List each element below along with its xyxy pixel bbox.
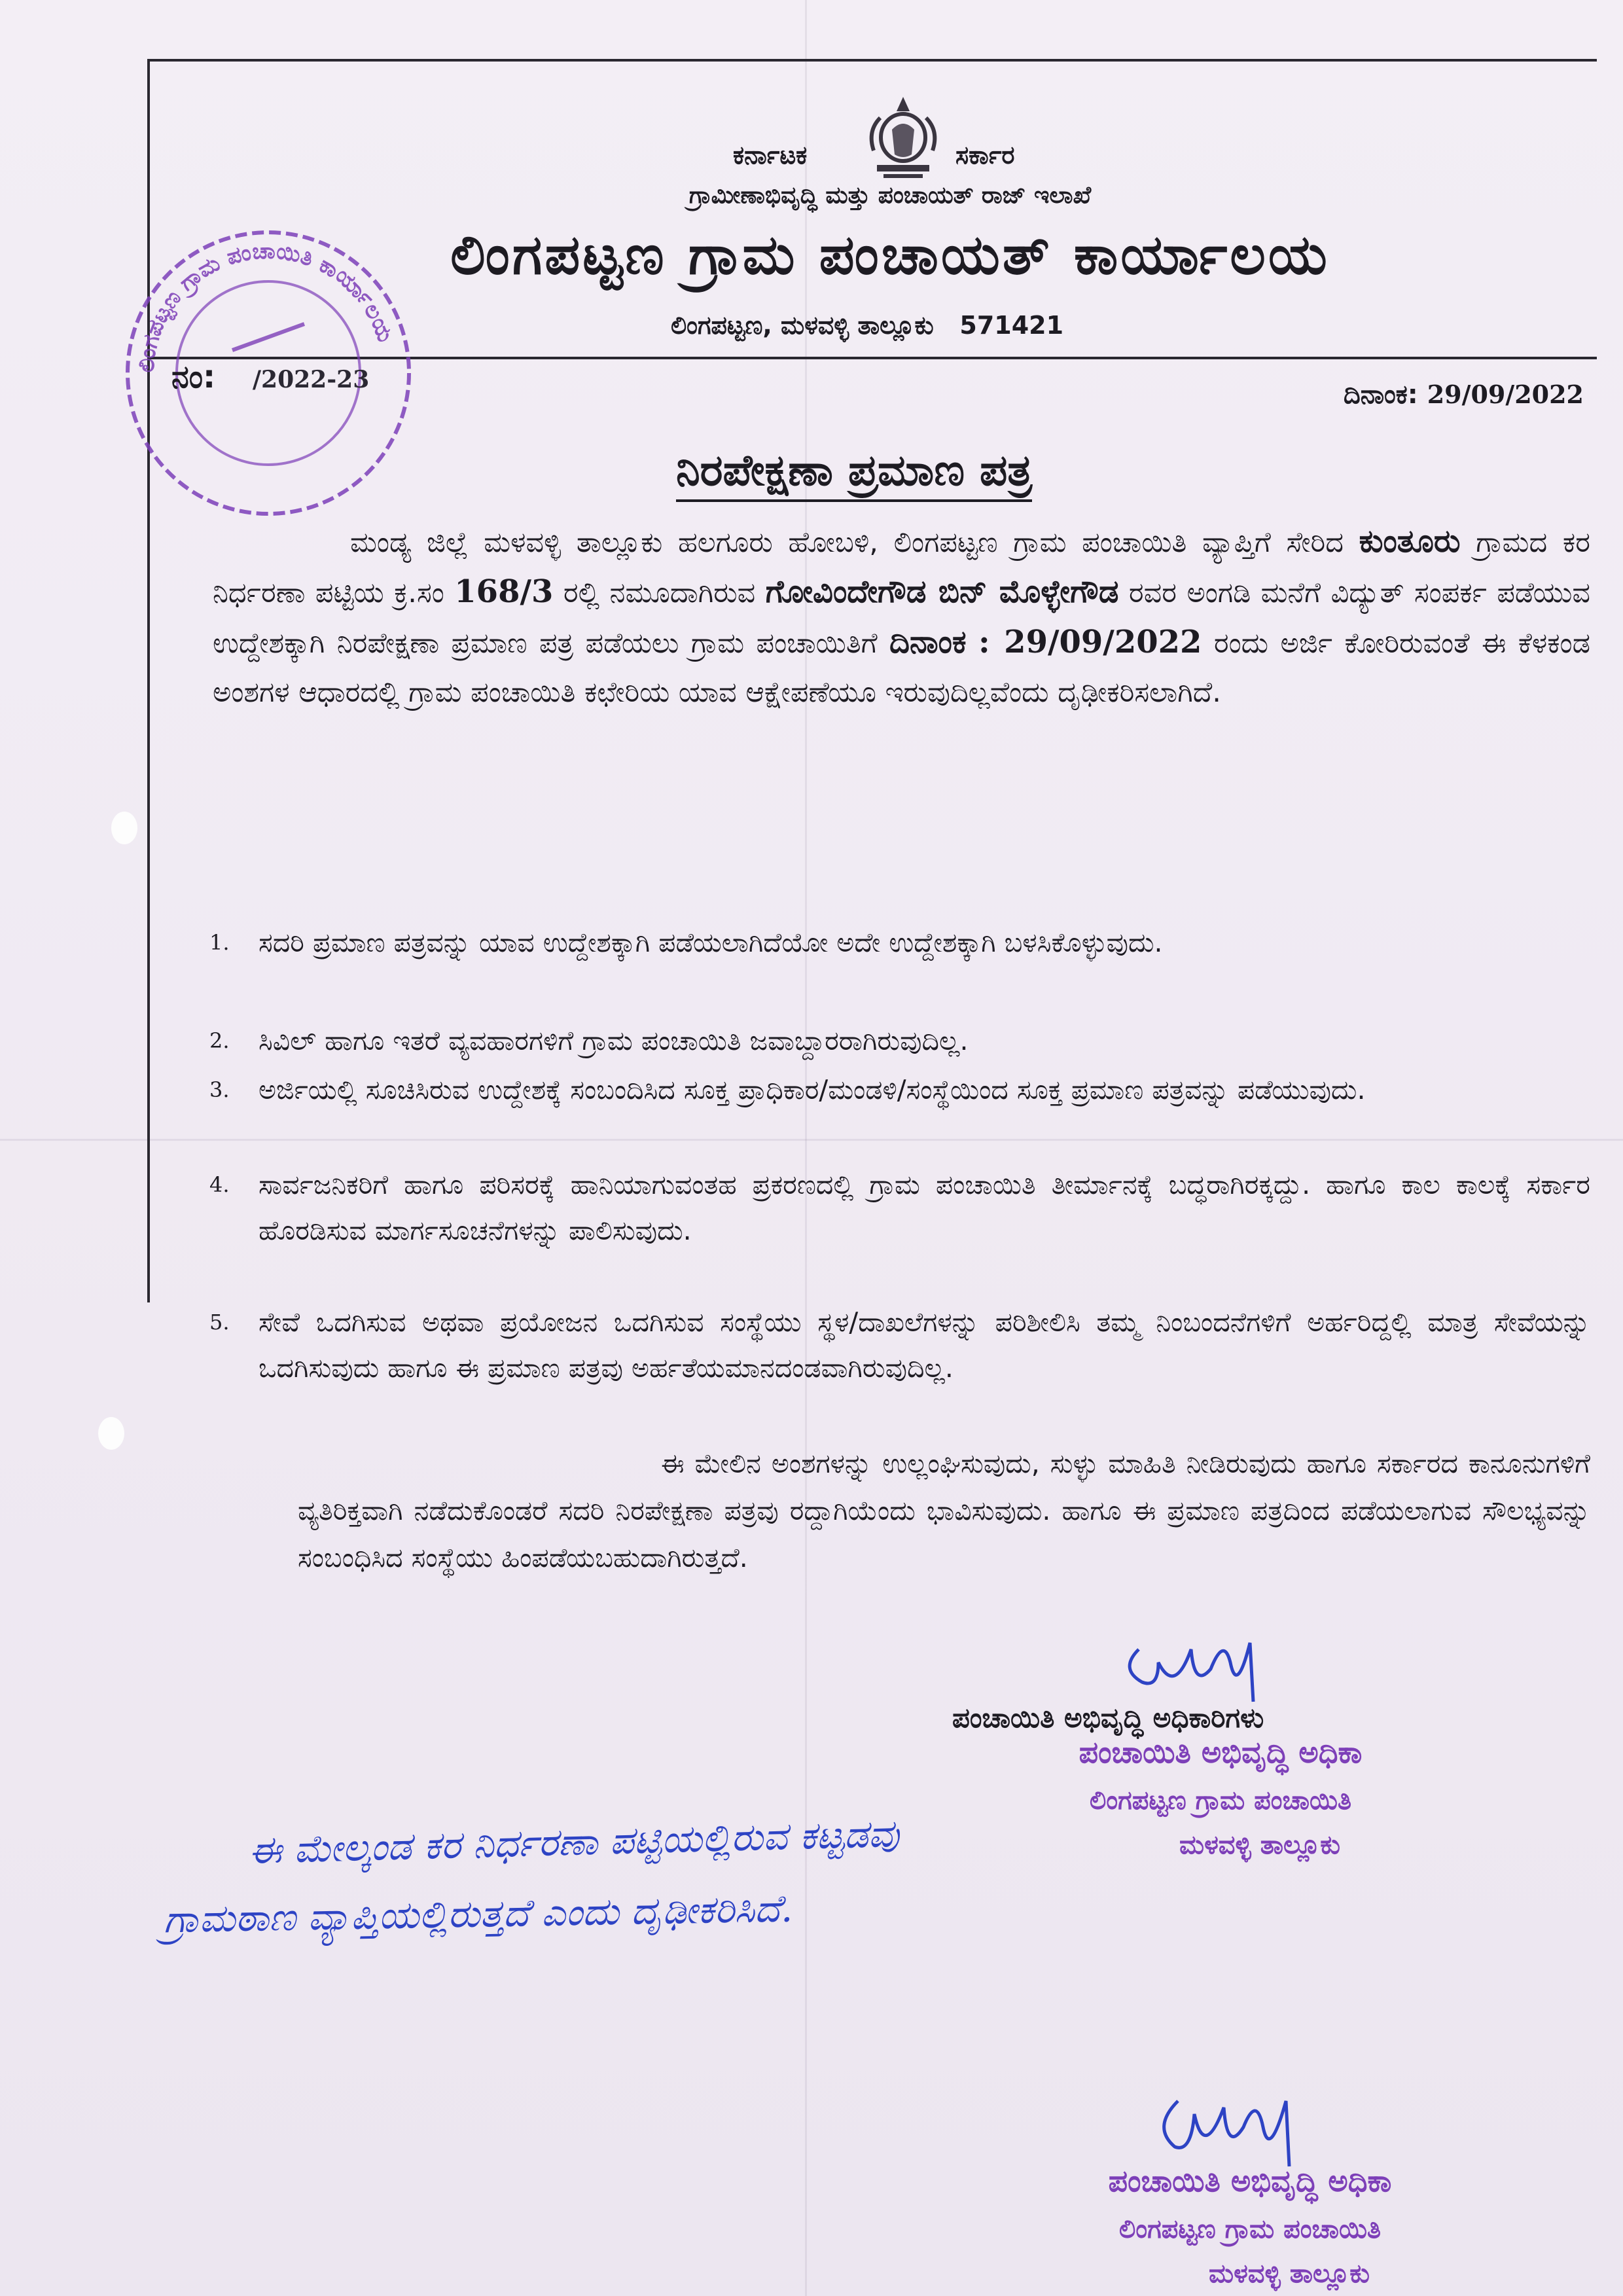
stamp-line: ಪಂಚಾಯಿತಿ ಅಭಿವೃದ್ಧಿ ಅಧಿಕಾ <box>1079 1734 1363 1770</box>
punch-hole <box>111 812 137 844</box>
village-name: ಕುಂತೂರು <box>1359 523 1461 560</box>
closing-paragraph: ಈ ಮೇಲಿನ ಅಂಶಗಳನ್ನು ಉಲ್ಲಂಘಿಸುವುದು, ಸುಳ್ಳು ಮಾಹಿತಿ ನೀಡಿರುವುದು ಹಾಗೂ ಸರ್ಕಾರದ ಕಾನೂನುಗಳಿಗೆ ವ್ಯತಿರಿಕ್ತವಾಗಿ ನಡೆದುಕೊಂಡರೆ ಸದರಿ ನಿರಪೇಕ್ಷಣಾ ಪತ್ರವು ರದ್ದಾಗಿಯೆಂದು ಭಾವಿಸುವುದು. ಹಾಗೂ ಈ ಪ್ರಮಾಣ ಪತ್ರದಿಂದ ಪಡೆಯಲಾಗುವ ಸೌಲಭ್ಯವನ್ನು ಸಂಬಂಧಿಸಿದ ಸಂಸ್ಥೆಯು ಹಿಂಪಡೆಯಬಹುದಾಗಿರುತ್ತದೆ. <box>298 1448 1590 1573</box>
government-label: ಕರ್ನಾಟಕ <box>733 141 808 170</box>
office-name: ಲಿಂಗಪಟ್ಟಣ ಗ್ರಾಮ ಪಂಚಾಯತ್ ಕಾರ್ಯಾಲಯ <box>450 223 1330 287</box>
government-label-right: ಸರ್ಕಾರ <box>955 141 1015 170</box>
condition-number: 2. <box>209 1028 230 1053</box>
applicant-name: ಗೋವಿಂದೇಗೌಡ ಬಿನ್ ಮೊಳ್ಳೇಗೌಡ <box>765 573 1119 610</box>
document-title <box>0 445 1623 497</box>
fold-crease <box>0 1139 1623 1141</box>
body-text: ರಲ್ಲಿ ನಮೂದಾಗಿರುವ <box>563 577 756 609</box>
seal-text: ಲಿಂಗಪಟ್ಟಣ ಗ್ರಾಮ ಪಂಚಾಯಿತಿ ಕಾರ್ಯಾಲಯ <box>133 238 399 374</box>
handwritten-note: ಈ ಮೇಲ್ಕಂಡ ಕರ ನಿರ್ಧರಣಾ ಪಟ್ಟಿಯಲ್ಲಿರುವ ಕಟ್ಟಡವು <box>248 1811 900 1873</box>
condition-number: 3. <box>209 1077 230 1102</box>
issue-date <box>1344 380 1584 410</box>
condition-item <box>209 1162 1590 1253</box>
condition-text: ಸಿವಿಲ್ ಹಾಗೂ ಇತರೆ ವ್ಯವಹಾರಗಳಿಗೆ ಗ್ರಾಮ ಪಂಚಾಯಿತಿ ಜವಾಬ್ದಾರರಾಗಿರುವುದಿಲ್ಲ. <box>259 1025 969 1056</box>
condition-text: ಸದರಿ ಪ್ರಮಾಣ ಪತ್ರವನ್ನು ಯಾವ ಉದ್ದೇಶಕ್ಕಾಗಿ ಪಡೆಯಲಾಗಿದೆಯೋ ಅದೇ ಉದ್ದೇಶಕ್ಕಾಗಿ ಬಳಸಿಕೊಳ್ಳುವುದು. <box>259 927 1163 958</box>
signatory-title: ಪಂಚಾಯಿತಿ ಅಭಿವೃದ್ಧಿ ಅಧಿಕಾರಿಗಳು <box>952 1702 1264 1734</box>
condition-item <box>209 1299 1590 1391</box>
signature-mark <box>1113 1623 1309 1715</box>
handwritten-note: ಗ್ರಾಮಠಾಣ ವ್ಯಾಪ್ತಿಯಲ್ಲಿರುತ್ತದೆ ಎಂದು ದೃಢೀಕರಿಸಿದೆ. <box>163 1886 793 1942</box>
date-value: 29/09/2022 <box>1427 380 1584 409</box>
body-text: ಮಂಡ್ಯ ಜಿಲ್ಲೆ ಮಳವಳ್ಳಿ ತಾಲ್ಲೂಕು ಹಲಗೂರು ಹೋಬಳಿ, ಲಿಂಗಪಟ್ಟಣ ಗ್ರಾಮ ಪಂಚಾಯಿತಿ ವ್ಯಾಪ್ತಿಗೆ ಸೇರಿದ <box>350 526 1344 559</box>
reference-label: ನಂ: <box>171 359 216 395</box>
stamp-line: ಲಿಂಗಪಟ್ಟಣ ಗ್ರಾಮ ಪಂಚಾಯಿತಿ <box>1089 1785 1352 1816</box>
application-date: : 29/09/2022 <box>978 624 1202 660</box>
condition-text: ಅರ್ಜಿಯಲ್ಲಿ ಸೂಚಿಸಿರುವ ಉದ್ದೇಶಕ್ಕೆ ಸಂಬಂದಿಸಿದ ಸೂಕ್ತ ಪ್ರಾಧಿಕಾರ/ಮಂಡಳಿ/ಸಂಸ್ಥೆಯಿಂದ ಸೂಕ್ತ ಪ್ರಮಾಣ ಪತ್ರವನ್ನು ಪಡೆಯುವುದು. <box>259 1074 1366 1105</box>
punch-hole <box>98 1417 124 1450</box>
title-text: ನಿರಪೇಕ್ಷಣಾ ಪ್ರಮಾಣ ಪತ್ರ <box>676 445 1032 502</box>
stamp-line: ಮಳವಳ್ಳಿ ತಾಲ್ಲೂಕು <box>1179 1830 1340 1860</box>
body-text: ಗ್ರಾಮದ ಕರ ನಿರ್ಧರಣಾ ಪಟ್ಟಿಯ ಕ್ರ.ಸಂ <box>213 526 1590 609</box>
state-emblem-icon <box>861 92 946 183</box>
serial-number: 168/3 <box>454 573 554 610</box>
condition-number: 1. <box>209 930 230 955</box>
designation-stamp <box>1001 2163 1499 2289</box>
fold-crease <box>805 0 807 2296</box>
address-text: ಲಿಂಗಪಟ್ಟಣ, ಮಳವಳ್ಳಿ ತಾಲ್ಲೂಕು <box>670 311 934 340</box>
department-name: ಗ್ರಾಮೀಣಾಭಿವೃದ್ಧಿ ಮತ್ತು ಪಂಚಾಯತ್ ರಾಜ್ ಇಲಾಖೆ <box>688 182 1092 209</box>
body-text: ರವರ ಅಂಗಡಿ ಮನೆಗೆ ವಿದ್ಯುತ್ ಸಂಪರ್ಕ ಪಡೆಯುವ ಉದ್ದೇಶಕ್ಕಾಗಿ ನಿರಪೇಕ್ಷಣಾ ಪ್ರಮಾಣ ಪತ್ರ ಪಡೆಯಲು ಗ್ರಾಮ ಪಂಚಾಯಿತಿಗೆ <box>213 577 1590 660</box>
condition-item <box>209 1067 1590 1113</box>
stamp-line: ಲಿಂಗಪಟ್ಟಣ ಗ್ರಾಮ ಪಂಚಾಯಿತಿ <box>1118 2214 1382 2244</box>
reference-value: /2022-23 <box>252 366 370 393</box>
body-paragraph <box>213 517 1590 717</box>
header-border <box>147 59 1597 62</box>
condition-item <box>209 1018 1590 1064</box>
date-word: ದಿನಾಂಕ <box>889 624 967 660</box>
reference-number <box>171 359 369 396</box>
pincode: 571421 <box>959 311 1064 340</box>
condition-text: ಸೇವೆ ಒದಗಿಸುವ ಅಥವಾ ಪ್ರಯೋಜನ ಒದಗಿಸುವ ಸಂಸ್ಥೆಯು ಸ್ಥಳ/ದಾಖಲೆಗಳನ್ನು ಪರಿಶೀಲಿಸಿ ತಮ್ಮ ನಿಂಬಂದನೆಗಳಿಗೆ ಅರ್ಹರಿದ್ದಲ್ಲಿ ಮಾತ್ರ ಸೇವೆಯನ್ನು ಒದಗಿಸುವುದು ಹಾಗೂ ಈ ಪ್ರಮಾಣ ಪತ್ರವು ಅರ್ಹತೆಯಮಾನದಂಡವಾಗಿರುವುದಿಲ್ಲ. <box>259 1306 1590 1384</box>
condition-text: ಸಾರ್ವಜನಿಕರಿಗೆ ಹಾಗೂ ಪರಿಸರಕ್ಕೆ ಹಾನಿಯಾಗುವಂತಹ ಪ್ರಕರಣದಲ್ಲಿ ಗ್ರಾಮ ಪಂಚಾಯಿತಿ ತೀರ್ಮಾನಕ್ಕೆ ಬದ್ಧರಾಗಿರಕ್ಕದ್ದು. ಹಾಗೂ ಕಾಲ ಕಾಲಕ್ಕೆ ಸರ್ಕಾರ ಹೊರಡಿಸುವ ಮಾರ್ಗಸೂಚನೆಗಳನ್ನು ಪಾಲಿಸುವುದು. <box>259 1169 1590 1246</box>
stamp-line: ಪಂಚಾಯಿತಿ ಅಭಿವೃದ್ಧಿ ಅಧಿಕಾ <box>1108 2163 1392 2198</box>
stamp-line: ಮಳವಳ್ಳಿ ತಾಲ್ಲೂಕು <box>1209 2259 1370 2289</box>
condition-number: 4. <box>209 1172 230 1197</box>
condition-item <box>209 920 1590 965</box>
designation-stamp <box>952 1734 1489 1860</box>
date-label: ದಿನಾಂಕ: <box>1343 380 1418 410</box>
body-text: ರಂದು ಅರ್ಜಿ ಕೋರಿರುವಂತೆ ಈ ಕೆಳಕಂಡ ಅಂಶಗಳ ಆಧಾರದಲ್ಲಿ ಗ್ರಾಮ ಪಂಚಾಯಿತಿ ಕಛೇರಿಯ ಯಾವ ಆಕ್ಷೇಪಣೆಯೂ ಇರುವುದಿಲ್ಲವೆಂದು ದೃಢೀಕರಿಸಲಾಗಿದೆ. <box>213 627 1590 709</box>
condition-number: 5. <box>209 1310 230 1335</box>
